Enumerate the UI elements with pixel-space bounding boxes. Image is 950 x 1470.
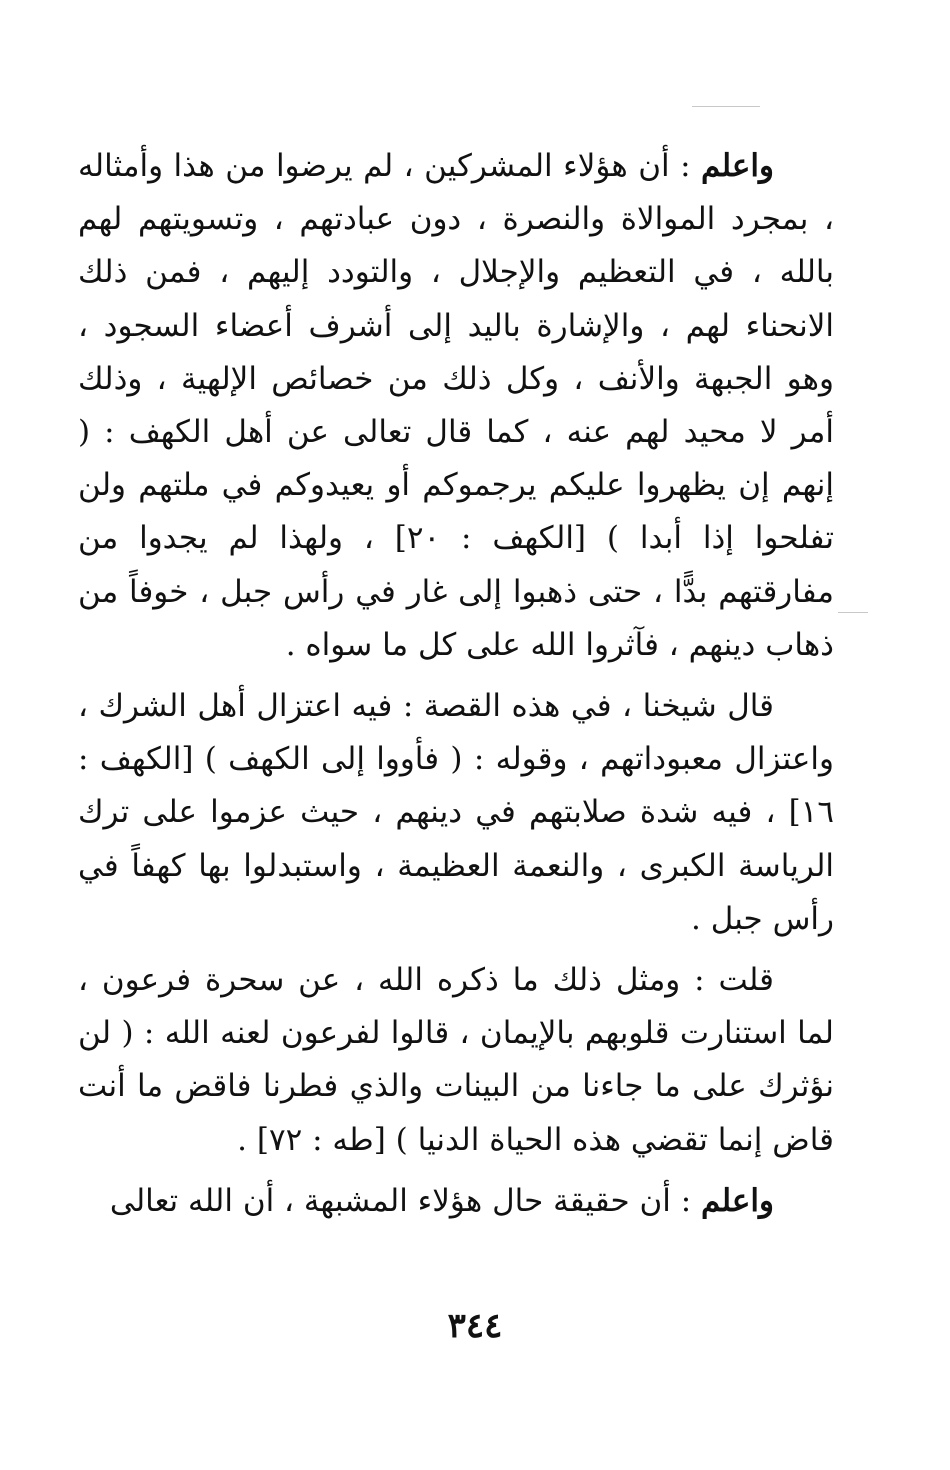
scan-artifact-right [838, 612, 868, 613]
paragraph-4-lead: واعلم [701, 1182, 774, 1219]
page-number: ٣٤٤ [447, 1306, 503, 1346]
scan-artifact-top [692, 106, 760, 107]
paragraph-2 [78, 680, 834, 946]
paragraph-3-text: قلت : ومثل ذلك ما ذكره الله ، عن سحرة فرعون ، لما استنارت قلوبهم بالإيمان ، قالوا لفرعون لعنه الله : ( لن نؤثرك على ما جاءنا من البينات والذي فطرنا فاقض ما أنت قاض إنما تقضي هذه الحياة الدنيا ) [طه : ٧٢] . [78, 962, 834, 1158]
paragraph-4-text: : أن حقيقة حال هؤلاء المشبهة ، أن الله تعالى [109, 1182, 702, 1219]
paragraph-2-text: قال شيخنا ، في هذه القصة : فيه اعتزال أهل الشرك ، واعتزال معبوداتهم ، وقوله : ( فأووا إلى الكهف ) [الكهف : ١٦] ، فيه شدة صلابتهم في دينهم ، حيث عزموا على ترك الرياسة الكبرى ، والنعمة العظيمة ، واستبدلوا بها كهفاً في رأس جبل . [78, 688, 834, 937]
page-body [78, 140, 834, 1236]
paragraph-3 [78, 954, 834, 1167]
paragraph-4 [78, 1175, 834, 1228]
paragraph-1-text: : أن هؤلاء المشركين ، لم يرضوا من هذا وأمثاله ، بمجرد الموالاة والنصرة ، دون عبادتهم ، وتسويتهم لهم بالله ، في التعظيم والإجلال ، والتودد إليهم ، فمن ذلك الانحناء لهم ، والإشارة باليد إلى أشرف أعضاء السجود ، وهو الجبهة والأنف ، وكل ذلك من خصائص الإلهية ، وذلك أمر لا محيد لهم عنه ، كما قال تعالى عن أهل الكهف : ( إنهم إن يظهروا عليكم يرجموكم أو يعيدوكم في ملتهم ولن تفلحوا إذا أبدا ) [الكهف : ٢٠] ، ولهذا لم يجدوا من مفارقتهم بدًّا ، حتى ذهبوا إلى غار في رأس جبل ، خوفاً من ذهاب دينهم ، فآثروا الله على كل ما سواه . [78, 148, 835, 663]
paragraph-1-lead: واعلم [701, 148, 774, 184]
paragraph-1 [78, 140, 834, 672]
